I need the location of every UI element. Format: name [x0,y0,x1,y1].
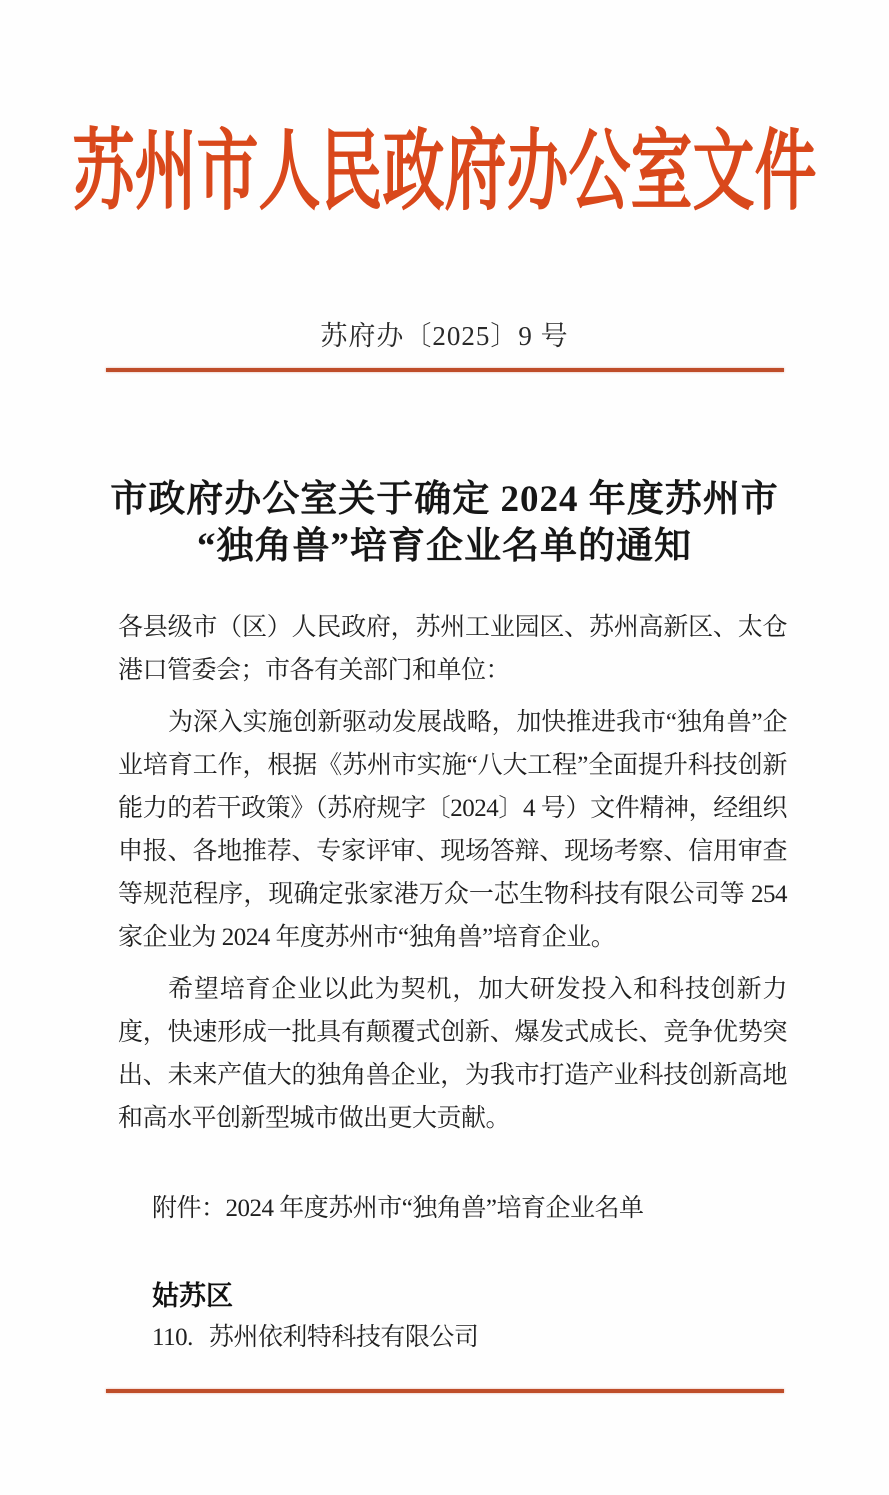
region-heading: 姑苏区 [152,1281,233,1311]
body-paragraph-2: 希望培育企业以此为契机，加大研发投入和科技创新力度，快速形成一批具有颠覆式创新、爆发式成长、竞争优势突出、未来产值大的独角兽企业，为我市打造产业科技创新高地和高水平创新型城市做出更大贡献。 [118,976,787,1132]
document-body [118,606,787,1359]
company-name: 苏州依利特科技有限公司 [208,1324,479,1351]
red-separator-bottom [106,1389,784,1393]
document-title-line2: “独角兽”培育企业名单的通知 [197,526,692,567]
red-separator-top [106,368,784,372]
attachment-note: 附件：2024 年度苏州市“独角兽”培育企业名单 [152,1195,644,1222]
masthead-title: 苏州市人民政府办公室文件 [72,124,817,222]
document-title [0,476,889,570]
company-number: 110. [152,1324,193,1351]
company-list-item [118,1316,787,1359]
salutation: 各县级市（区）人民政府，苏州工业园区、苏州高新区、太仓港口管委会；市各有关部门和单位： [118,614,787,684]
masthead [0,126,889,230]
document-title-line1: 市政府办公室关于确定 2024 年度苏州市 [110,479,779,520]
doc-number: 苏府办〔2025〕9 号 [320,321,569,351]
body-paragraph-1: 为深入实施创新驱动发展战略，加快推进我市“独角兽”企业培育工作，根据《苏州市实施“八大工程”全面提升科技创新能力的若干政策》（苏府规字〔2024〕4 号）文件精神，经组织申报、各地推荐、专家评审、现场答辩、现场考察、信用审查等规范程序，现确定张家港万众一芯生物科技有限公司等 254 家企业为 2024 年度苏州市“独角兽”培育企业。 [118,709,787,951]
